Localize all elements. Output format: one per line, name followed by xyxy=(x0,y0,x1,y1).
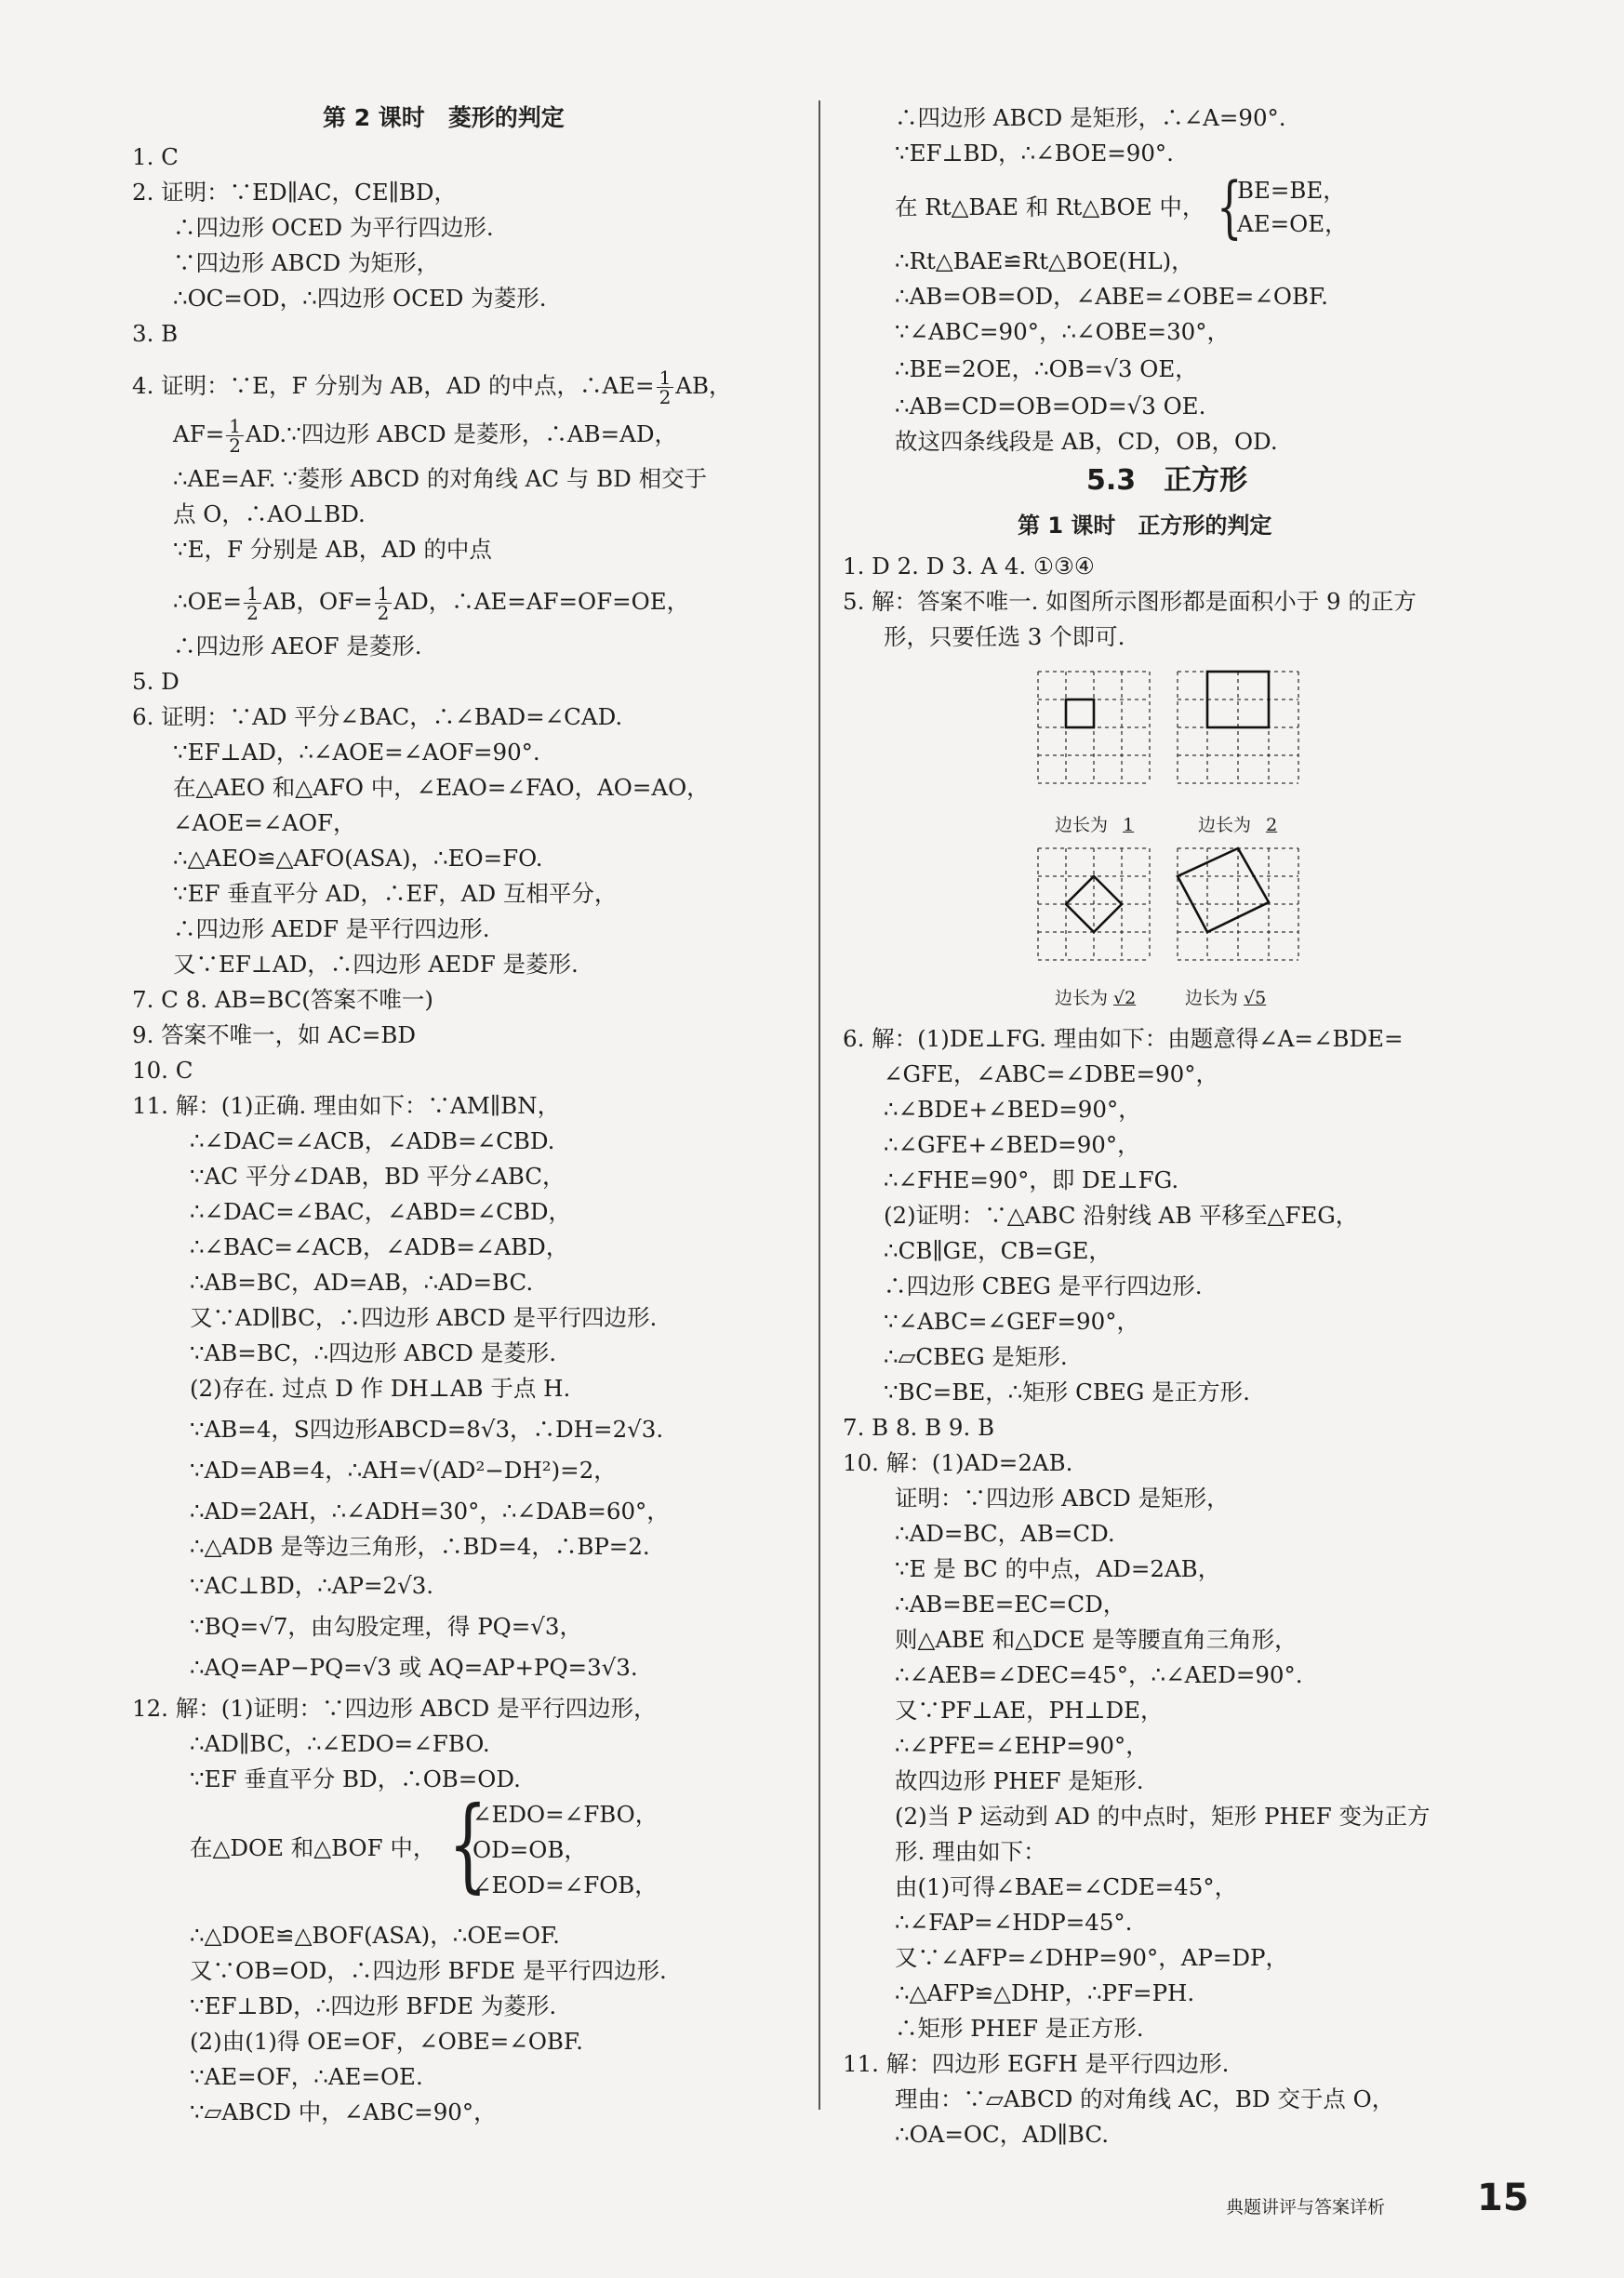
answer-line: (2)证明：∵△ABC 沿射线 AB 平移至△FEG， xyxy=(884,1202,1359,1229)
square-side-1 xyxy=(1066,699,1094,727)
answer-line: 由(1)可得∠BAE=∠CDE=45°， xyxy=(895,1873,1238,1900)
answer-line: ∴∠BAC=∠ACB，∠ADB=∠ABD， xyxy=(190,1233,569,1260)
answer-line: 点 O，∴AO⊥BD. xyxy=(173,500,366,527)
answer-line: 在 Rt△BAE 和 Rt△BOE 中， xyxy=(895,193,1205,220)
answer-line: ∴AB=BE=EC=CD， xyxy=(895,1591,1126,1618)
answer-line: 3. B xyxy=(132,320,179,347)
brace: { xyxy=(448,1784,487,1903)
answer-line: 形. 理由如下： xyxy=(895,1838,1046,1865)
answer-line: ∴CB∥GE，CB=GE， xyxy=(884,1237,1112,1264)
answer-line: ∴四边形 OCED 为平行四边形. xyxy=(173,214,494,241)
answer-line: 11. 解：四边形 EGFH 是平行四边形. xyxy=(843,2050,1230,2077)
fraction: $\frac{1}{2}$ xyxy=(375,584,393,622)
answer-line: ∴∠FHE=90°，即 DE⊥FG. xyxy=(884,1166,1179,1193)
answer-line: ∴矩形 PHEF 是正方形. xyxy=(895,2015,1144,2042)
answer-line: 4. 证明：∵E，F 分别为 AB，AD 的中点，∴AE= $\frac{1}{2}$ AB， xyxy=(132,366,732,408)
system-line: OD=OB， xyxy=(473,1836,587,1863)
answer-line: ∴∠AEB=∠DEC=45°，∴∠AED=90°. xyxy=(895,1661,1303,1688)
answer-line: 9. 答案不唯一，如 AC=BD xyxy=(132,1021,417,1048)
answer-line: ∴∠GFE+∠BED=90°， xyxy=(884,1131,1140,1158)
answer-line: ∴BE=2OE，∴OB=√3 OE， xyxy=(895,355,1198,382)
answer-line: ∠GFE，∠ABC=∠DBE=90°， xyxy=(884,1060,1218,1087)
answer-line: ∴∠FAP=∠HDP=45°. xyxy=(895,1909,1133,1936)
answer-line: ∴AB=OB=OD，∠ABE=∠OBE=∠OBF. xyxy=(895,283,1328,310)
answer-line: 故四边形 PHEF 是矩形. xyxy=(895,1767,1144,1794)
section-heading: 5.3 正方形 xyxy=(1086,464,1248,497)
answer-line: 11. 解：(1)正确. 理由如下：∵AM∥BN， xyxy=(132,1092,561,1119)
answer-line: ∵EF⊥AD，∴∠AOE=∠AOF=90°. xyxy=(173,739,540,766)
answer-line: 5. 解：答案不唯一. 如图所示图形都是面积小于 9 的正方 xyxy=(843,588,1417,615)
answer-line: ∴OE= $\frac{1}{2}$ AB，OF= $\frac{1}{2}$ AD，∴AE=AF=OF=OE， xyxy=(173,582,690,624)
answer-line: ∵BQ=√7，由勾股定理，得 PQ=√3， xyxy=(190,1613,582,1640)
answer-line: 又∵EF⊥AD，∴四边形 AEDF 是菱形. xyxy=(173,951,579,978)
answer-line: ∵BC=BE，∴矩形 CBEG 是正方形. xyxy=(884,1379,1250,1405)
answer-line: ∵四边形 ABCD 为矩形， xyxy=(173,249,440,276)
answer-line: 10. 解：(1)AD=2AB. xyxy=(843,1449,1073,1476)
answer-line: ∴四边形 AEDF 是平行四边形. xyxy=(173,915,490,942)
system-line: ∠EOD=∠FOB， xyxy=(473,1872,658,1898)
answer-line: ∴OA=OC，AD∥BC. xyxy=(895,2121,1109,2148)
answer-line: ∴△ADB 是等边三角形，∴BD=4，∴BP=2. xyxy=(190,1533,650,1560)
answer-line: 又∵PF⊥AE，PH⊥DE， xyxy=(895,1697,1164,1724)
answer-line: ∵EF 垂直平分 BD，∴OB=OD. xyxy=(190,1765,521,1792)
answer-line: 6. 解：(1)DE⊥FG. 理由如下：由题意得∠A=∠BDE= xyxy=(843,1025,1404,1052)
fraction: $\frac{1}{2}$ xyxy=(657,368,674,406)
answer-line: ∴四边形 AEOF 是菱形. xyxy=(173,633,422,659)
answer-line: ∵E 是 BC 的中点，AD=2AB， xyxy=(895,1555,1221,1582)
brace: { xyxy=(1217,167,1243,246)
answer-line: ∵AB=BC，∴四边形 ABCD 是菱形. xyxy=(190,1339,557,1366)
answer-line: ∵E，F 分别是 AB，AD 的中点 xyxy=(173,536,492,563)
answer-line: ∵EF⊥BD，∴四边形 BFDE 为菱形. xyxy=(190,1992,557,2019)
answer-line: ∴△AFP≌△DHP，∴PF=PH. xyxy=(895,1979,1195,2006)
answer-line: 7. C 8. AB=BC(答案不唯一) xyxy=(132,986,433,1013)
answer-line: 又∵AD∥BC，∴四边形 ABCD 是平行四边形. xyxy=(190,1304,658,1331)
answer-line: 又∵∠AFP=∠DHP=90°，AP=DP， xyxy=(895,1944,1289,1971)
answer-line: ∴AB=BC，AD=AB，∴AD=BC. xyxy=(190,1269,534,1296)
answer-line: ∴AQ=AP−PQ=√3 或 AQ=AP+PQ=3√3. xyxy=(190,1654,638,1681)
answer-line: 形，只要任选 3 个即可. xyxy=(884,623,1125,650)
fraction: $\frac{1}{2}$ xyxy=(226,417,244,455)
section-title: 第 2 课时 菱形的判定 xyxy=(323,104,565,131)
answer-line: 1. D 2. D 3. A 4. ①③④ xyxy=(843,553,1095,579)
answer-line: ∴∠BDE+∠BED=90°， xyxy=(884,1096,1141,1123)
answer-line: ∴Rt△BAE≌Rt△BOE(HL)， xyxy=(895,247,1194,274)
answer-line: (2)由(1)得 OE=OF，∠OBE=∠OBF. xyxy=(190,2028,583,2055)
answer-line: 12. 解：(1)证明：∵四边形 ABCD 是平行四边形， xyxy=(132,1695,657,1722)
answer-line: 在△DOE 和△BOF 中， xyxy=(190,1834,436,1861)
answer-line: ∴▱CBEG 是矩形. xyxy=(884,1343,1068,1370)
system-line: AE=OE， xyxy=(1237,210,1348,237)
caption: 边长为 √2 xyxy=(1055,988,1137,1008)
system-line: ∠EDO=∠FBO， xyxy=(473,1801,659,1828)
answer-line: 7. B 8. B 9. B xyxy=(843,1414,995,1441)
answer-line: 理由：∵▱ABCD 的对角线 AC，BD 交于点 O， xyxy=(895,2085,1395,2112)
answer-line: (2)存在. 过点 D 作 DH⊥AB 于点 H. xyxy=(190,1375,571,1402)
section-title: 第 1 课时 正方形的判定 xyxy=(1018,513,1272,539)
answer-line: ∴AE=AF. ∵菱形 ABCD 的对角线 AC 与 BD 相交于 xyxy=(173,465,708,492)
fraction: $\frac{1}{2}$ xyxy=(244,584,261,622)
answer-line: ∴AD∥BC，∴∠EDO=∠FBO. xyxy=(190,1730,490,1757)
answer-line: 5. D xyxy=(132,668,180,695)
answer-line: ∴OC=OD，∴四边形 OCED 为菱形. xyxy=(173,285,547,312)
equation-system xyxy=(1217,167,1403,246)
page-number: 15 xyxy=(1477,2177,1529,2219)
answer-line: 2. 证明：∵ED∥AC，CE∥BD， xyxy=(132,179,458,206)
answer-line: ∴△DOE≌△BOF(ASA)，∴OE=OF. xyxy=(190,1922,560,1949)
answer-line: ∴AD=BC，AB=CD. xyxy=(895,1520,1115,1547)
answer-line: 故这四条线段是 AB，CD，OB，OD. xyxy=(895,428,1278,455)
answer-line: ∴△AEO≌△AFO(ASA)，∴EO=FO. xyxy=(173,845,543,872)
answer-line: 1. C xyxy=(132,143,179,170)
answer-line: 证明：∵四边形 ABCD 是矩形， xyxy=(895,1485,1230,1512)
answer-line: 则△ABE 和△DCE 是等腰直角三角形， xyxy=(895,1626,1298,1653)
answer-line: ∴四边形 ABCD 是矩形，∴∠A=90°. xyxy=(895,104,1286,131)
answer-line: ∴∠PFE=∠EHP=90°， xyxy=(895,1732,1149,1759)
answer-line: ∵∠ABC=∠GEF=90°， xyxy=(884,1308,1139,1335)
footer-label: 典题讲评与答案详析 xyxy=(1226,2197,1386,2218)
answer-line: ∵▱ABCD 中，∠ABC=90°， xyxy=(190,2098,497,2125)
answer-line: 10. C xyxy=(132,1057,193,1084)
system-line: BE=BE， xyxy=(1237,177,1346,204)
answer-line: ∠AOE=∠AOF， xyxy=(173,809,356,836)
answer-line: (2)当 P 运动到 AD 的中点时，矩形 PHEF 变为正方 xyxy=(895,1803,1431,1830)
answer-line: ∴AB=CD=OB=OD=√3 OE. xyxy=(895,393,1206,420)
caption: 边长为 √5 xyxy=(1185,988,1267,1008)
answer-line: ∴∠DAC=∠BAC，∠ABD=∠CBD， xyxy=(190,1198,572,1225)
answer-line: ∵AC⊥BD，∴AP=2√3. xyxy=(190,1572,434,1599)
answer-line: 又∵OB=OD，∴四边形 BFDE 是平行四边形. xyxy=(190,1957,667,1984)
caption: 边长为 2 xyxy=(1198,815,1278,835)
answer-line: ∵EF⊥BD，∴∠BOE=90°. xyxy=(895,140,1174,167)
caption: 边长为 1 xyxy=(1055,815,1135,835)
answer-line: AF= $\frac{1}{2}$ AD.∵四边形 ABCD 是菱形，∴AB=AD， xyxy=(173,415,677,457)
answer-line: ∴AD=2AH，∴∠ADH=30°，∴∠DAB=60°， xyxy=(190,1498,670,1525)
answer-line: ∵AB=4，S四边形ABCD=8√3，∴DH=2√3. xyxy=(190,1416,664,1443)
answer-line: ∴∠DAC=∠ACB，∠ADB=∠CBD. xyxy=(190,1127,555,1154)
answer-line: ∵∠ABC=90°，∴∠OBE=30°， xyxy=(895,318,1231,345)
answer-line: ∵AE=OF，∴AE=OE. xyxy=(190,2063,423,2090)
square-side-root5 xyxy=(1178,848,1269,932)
answer-line: ∴四边形 CBEG 是平行四边形. xyxy=(884,1272,1203,1299)
answer-line: 6. 证明：∵AD 平分∠BAC，∴∠BAD=∠CAD. xyxy=(132,703,623,730)
answer-line: 在△AEO 和△AFO 中，∠EAO=∠FAO，AO=AO， xyxy=(173,774,710,801)
answer-line: ∵AD=AB=4，∴AH=√(AD²−DH²)=2， xyxy=(190,1457,617,1484)
equation-system xyxy=(448,1784,783,1909)
answer-line: ∵EF 垂直平分 AD，∴EF，AD 互相平分， xyxy=(173,880,618,907)
column-divider xyxy=(819,100,820,2110)
answer-line: ∵AC 平分∠DAB，BD 平分∠ABC， xyxy=(190,1163,566,1190)
square-grid-figure xyxy=(1029,662,1308,1019)
